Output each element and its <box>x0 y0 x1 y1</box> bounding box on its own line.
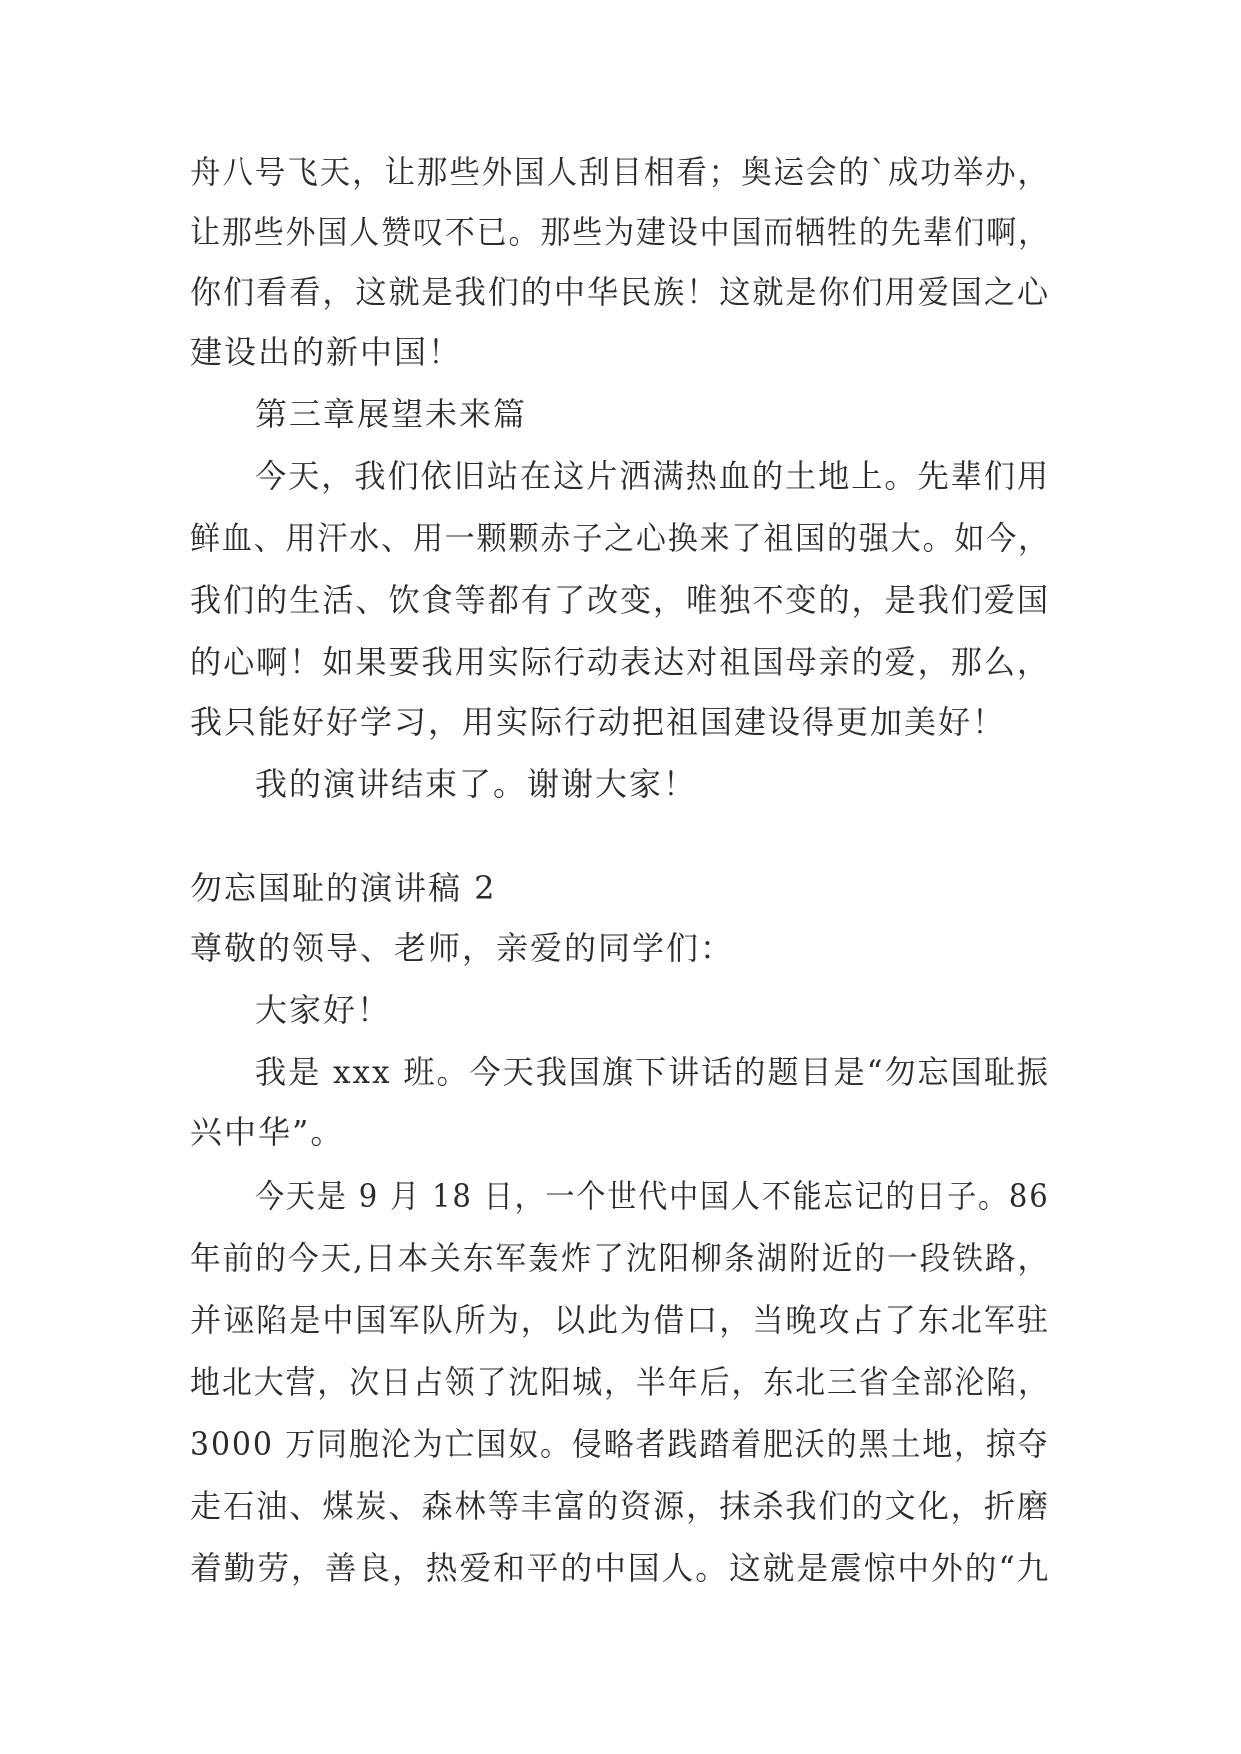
text-line: 的心啊！如果要我用实际行动表达对祖国母亲的爱，那么， <box>190 643 1051 681</box>
text-line: 今天，我们依旧站在这片洒满热血的土地上。先辈们用 <box>255 457 1051 495</box>
text-line: 建设出的新中国！ <box>190 333 463 371</box>
text-line: 着勤劳，善良，热爱和平的中国人。这就是震惊中外的“九 <box>190 1549 1051 1587</box>
text-line: 舟八号飞天，让那些外国人刮目相看；奥运会的`成功举办， <box>190 153 1050 191</box>
speech-title: 勿忘国耻的演讲稿 2 <box>190 869 497 907</box>
text-line: 地北大营，次日占领了沈阳城，半年后，东北三省全部沦陷， <box>190 1363 1050 1401</box>
text-line: 你们看看，这就是我们的中华民族！这就是你们用爱国之心 <box>190 273 1051 311</box>
text-line: 今天是 9 月 18 日，一个世代中国人不能忘记的日子。86 <box>255 1177 1050 1215</box>
text-line: 3000 万同胞沦为亡国奴。侵略者践踏着肥沃的黑土地，掠夺 <box>190 1425 1050 1463</box>
text-line: 并诬陷是中国军队所为，以此为借口，当晚攻占了东北军驻 <box>190 1301 1051 1339</box>
salutation: 尊敬的领导、老师，亲爱的同学们： <box>190 929 735 967</box>
text-line: 我们的生活、饮食等都有了改变，唯独不变的，是我们爱国 <box>190 581 1051 619</box>
text-line: 我只能好好学习，用实际行动把祖国建设得更加美好！ <box>190 703 1007 741</box>
text-line: 让那些外国人赞叹不已。那些为建设中国而牺牲的先辈们啊， <box>190 213 1050 251</box>
text-line: 鲜血、用汗水、用一颗颗赤子之心换来了祖国的强大。如今， <box>190 519 1050 557</box>
text-line: 我是 xxx 班。今天我国旗下讲话的题目是“勿忘国耻振 <box>255 1053 1050 1091</box>
closing-line: 我的演讲结束了。谢谢大家！ <box>255 765 698 803</box>
chapter-title: 第三章展望未来篇 <box>255 395 528 433</box>
text-line: 年前的今天,日本关东军轰炸了沈阳柳条湖附近的一段铁路， <box>190 1239 1051 1277</box>
greeting: 大家好！ <box>255 991 392 1029</box>
text-line: 兴中华”。 <box>190 1113 345 1151</box>
text-line: 走石油、煤炭、森林等丰富的资源，抹杀我们的文化，折磨 <box>190 1487 1051 1525</box>
